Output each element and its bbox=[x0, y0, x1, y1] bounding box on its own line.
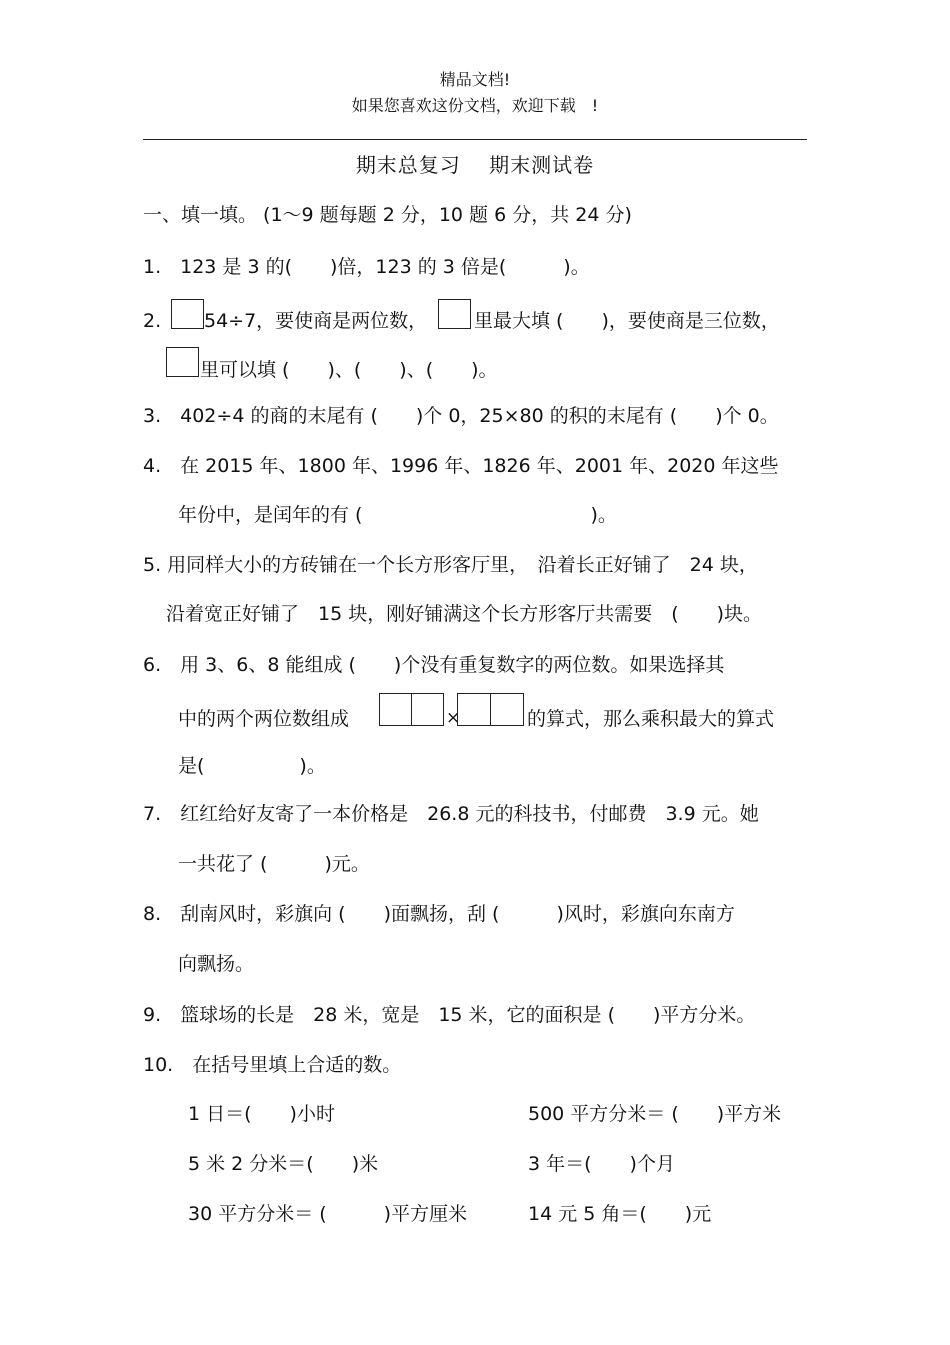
question-5-line-2: 沿着宽正好铺了 15 块，刚好铺满这个长方形客厅共需要 ( )块。 bbox=[166, 603, 763, 625]
question-4-line-2: 年份中，是闰年的有 ( )。 bbox=[178, 504, 617, 526]
question-6-line-2b: 的算式，那么乘积最大的算式 bbox=[527, 708, 775, 730]
answer-box[interactable] bbox=[411, 693, 444, 726]
conversion-item: 500 平方分米＝ ( )平方米 bbox=[528, 1103, 782, 1125]
question-6-line-1: 6. 用 3、6、8 能组成 ( )个没有重复数字的两位数。如果选择其 bbox=[143, 654, 725, 676]
question-1: 1. 123 是 3 的( )倍，123 的 3 倍是( )。 bbox=[143, 256, 590, 278]
question-3: 3. 402÷4 的商的末尾有 ( )个 0，25×80 的积的末尾有 ( )个 0。 bbox=[143, 405, 779, 427]
question-8-line-2: 向飘扬。 bbox=[178, 953, 255, 975]
conversion-item: 14 元 5 角＝( )元 bbox=[528, 1203, 712, 1225]
header-line-1: 精品文档! bbox=[439, 70, 511, 89]
conversion-item: 30 平方分米＝ ( )平方厘米 bbox=[188, 1203, 468, 1225]
answer-box[interactable] bbox=[166, 347, 199, 377]
question-2-text-2: 里最大填 ( )，要使商是三位数， bbox=[474, 310, 780, 332]
question-5-line-1: 5. 用同样大小的方砖铺在一个长方形客厅里， 沿着长正好铺了 24 块， bbox=[143, 554, 758, 576]
question-7-line-1: 7. 红红给好友寄了一本价格是 26.8 元的科技书，付邮费 3.9 元。她 bbox=[143, 803, 759, 825]
question-2-text-3: 里可以填 ( )、( )、( )。 bbox=[200, 359, 498, 381]
answer-box[interactable] bbox=[438, 299, 471, 329]
answer-box[interactable] bbox=[457, 693, 491, 726]
question-6-line-2a: 中的两个两位数组成 bbox=[178, 708, 350, 730]
question-6-line-3: 是( )。 bbox=[178, 755, 326, 777]
section-heading: 一、填一填。 (1～9 题每题 2 分，10 题 6 分，共 24 分) bbox=[143, 204, 632, 226]
question-9: 9. 篮球场的长是 28 米，宽是 15 米，它的面积是 ( )平方分米。 bbox=[143, 1004, 756, 1026]
header-line-2: 如果您喜欢这份文档，欢迎下载 ! bbox=[351, 96, 599, 115]
conversion-item: 3 年＝( )个月 bbox=[528, 1153, 675, 1175]
times-sign: × bbox=[446, 708, 461, 728]
question-10: 10. 在括号里填上合适的数。 bbox=[143, 1054, 402, 1076]
question-4-line-1: 4. 在 2015 年、1800 年、1996 年、1826 年、2001 年、2020 年这些 bbox=[143, 455, 779, 477]
header-divider bbox=[143, 139, 807, 140]
answer-box[interactable] bbox=[171, 299, 204, 329]
question-2-number: 2. bbox=[143, 310, 162, 332]
question-8-line-1: 8. 刮南风时，彩旗向 ( )面飘扬，刮 ( )风时，彩旗向东南方 bbox=[143, 903, 735, 925]
conversion-item: 5 米 2 分米＝( )米 bbox=[188, 1153, 379, 1175]
conversion-item: 1 日＝( )小时 bbox=[188, 1103, 335, 1125]
page-title: 期末总复习 期末测试卷 bbox=[355, 153, 595, 177]
answer-box[interactable] bbox=[379, 693, 412, 726]
question-2-text-1: 54÷7，要使商是两位数， bbox=[204, 310, 428, 332]
answer-box[interactable] bbox=[490, 693, 524, 726]
question-7-line-2: 一共花了 ( )元。 bbox=[178, 853, 370, 875]
